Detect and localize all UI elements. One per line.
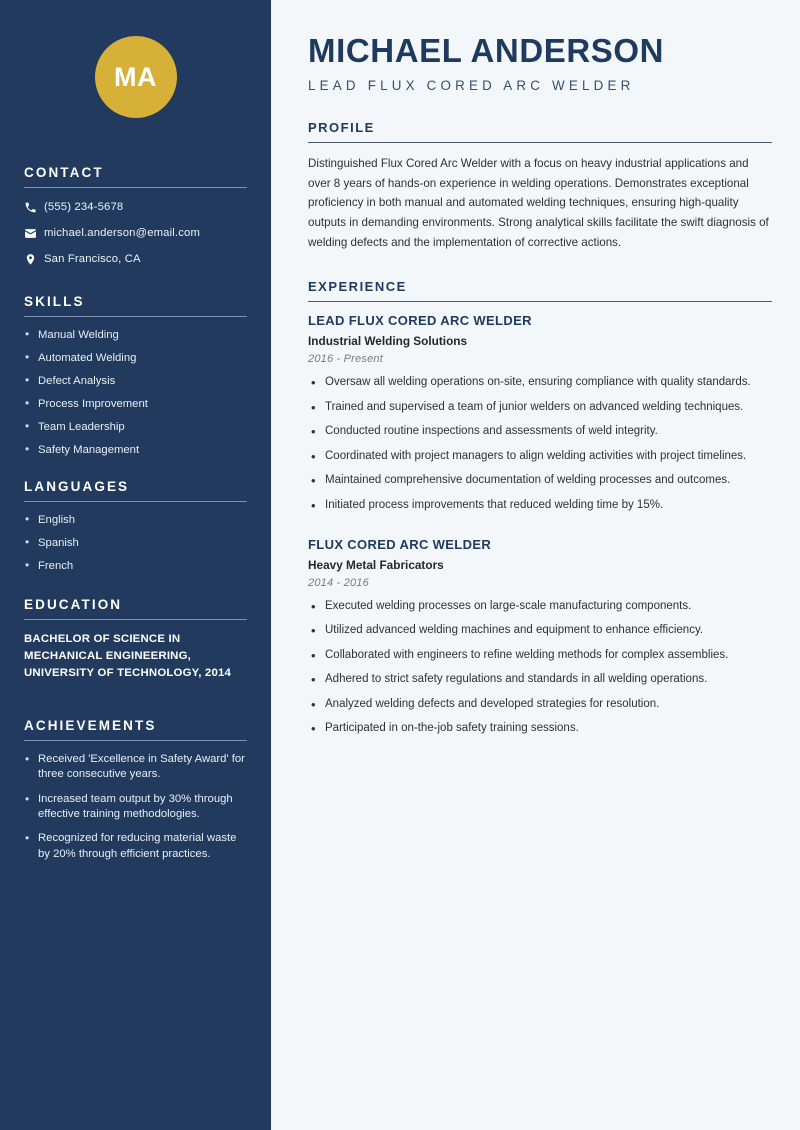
profile-section [308, 120, 772, 252]
skills-section [24, 294, 247, 457]
list-item: • Conducted routine inspections and assessments of weld integrity. [308, 423, 772, 440]
job-dates: 2016 - Present [308, 353, 383, 366]
languages-section [24, 479, 247, 574]
location-pin-icon [24, 253, 44, 266]
list-item: • Oversaw all welding operations on-site, ensuring compliance with quality standards. [308, 374, 772, 391]
list-item: • Executed welding processes on large-scale manufacturing components. [308, 598, 772, 615]
envelope-icon [24, 227, 44, 240]
list-item: • Collaborated with engineers to refine welding methods for complex assemblies. [308, 647, 772, 664]
phone-icon [24, 201, 44, 214]
contact-divider [24, 187, 247, 188]
education-section-title: EDUCATION [24, 597, 123, 613]
list-item: • English [24, 513, 247, 528]
list-item: • Manual Welding [24, 328, 247, 343]
list-item: • Participated in on-the-job safety training sessions. [308, 720, 772, 737]
list-item: • Safety Management [24, 443, 247, 458]
list-item: • Spanish [24, 536, 247, 551]
contact-phone-row[interactable] [24, 199, 247, 215]
education-divider [24, 619, 247, 620]
list-item: • Initiated process improvements that reduced welding time by 15%. [308, 497, 772, 514]
list-item: • Defect Analysis [24, 374, 247, 389]
profile-section-title: PROFILE [308, 120, 375, 136]
achievements-section [24, 718, 247, 862]
job-company: Heavy Metal Fabricators [308, 558, 444, 572]
list-item: • French [24, 559, 247, 574]
achievements-divider [24, 740, 247, 741]
job-title: LEAD FLUX CORED ARC WELDER [308, 313, 532, 329]
avatar-container [24, 0, 247, 118]
contact-email-value: michael.anderson@email.com [44, 226, 201, 239]
job-bullet-list [308, 598, 772, 738]
contact-location-value: San Francisco, CA [44, 252, 141, 265]
education-section [24, 597, 247, 682]
achievements-section-title: ACHIEVEMENTS [24, 717, 157, 733]
job-company: Industrial Welding Solutions [308, 334, 468, 349]
job-dates: 2014 - 2016 [308, 577, 369, 589]
contact-phone-value: (555) 234-5678 [44, 200, 124, 213]
profile-text: Distinguished Flux Cored Arc Welder with a focus on heavy industrial applications and over 8 years of hands-on experience in welding operations. Demonstrates exceptional proficiency in both manual and automated welding techniques, ensuring high-quality outputs in demanding environments. Strong analytical skills facilitate the swift diagnosis of welding defects and the implementation of corrective actions. [308, 157, 769, 249]
skills-section-title: SKILLS [24, 294, 85, 309]
experience-section [308, 279, 772, 738]
list-item: • Increased team output by 30% through effective training methodologies. [24, 792, 247, 823]
profile-divider [308, 142, 772, 143]
experience-section-title: EXPERIENCE [308, 279, 407, 295]
list-item: • Received 'Excellence in Safety Award' for three consecutive years. [24, 752, 247, 783]
list-item: • Process Improvement [24, 397, 247, 412]
page-title: MICHAEL ANDERSON [308, 32, 665, 69]
languages-section-title: LANGUAGES [24, 479, 130, 495]
list-item: • Maintained comprehensive documentation of welding processes and outcomes. [308, 472, 772, 489]
contact-location-row[interactable] [24, 251, 247, 267]
experience-divider [308, 301, 772, 302]
main-content [271, 0, 800, 1130]
languages-divider [24, 501, 247, 502]
job-bullet-list [308, 374, 772, 514]
experience-entry [308, 313, 772, 514]
list-item: • Coordinated with project managers to align welding activities with project timelines. [308, 448, 772, 465]
list-item: • Utilized advanced welding machines and equipment to enhance efficiency. [308, 622, 772, 639]
list-item: • Analyzed welding defects and developed strategies for resolution. [308, 696, 772, 713]
list-item: • Adhered to strict safety regulations and standards in all welding operations. [308, 671, 772, 688]
list-item: • Recognized for reducing material waste by 20% through efficient practices. [24, 831, 247, 862]
list-item: • Trained and supervised a team of junior welders on advanced welding techniques. [308, 399, 772, 416]
skills-list [24, 328, 247, 457]
education-entry: BACHELOR OF SCIENCE IN MECHANICAL ENGINEERING, UNIVERSITY OF TECHNOLOGY, 2014 [24, 633, 232, 679]
list-item: • Automated Welding [24, 351, 247, 366]
skills-divider [24, 316, 247, 317]
list-item: • Team Leadership [24, 420, 247, 435]
achievements-list [24, 752, 247, 862]
job-subtitle: LEAD FLUX CORED ARC WELDER [308, 78, 635, 94]
contact-section [24, 165, 247, 267]
experience-entry [308, 537, 772, 738]
sidebar [0, 0, 271, 1130]
avatar: MA [95, 36, 177, 118]
contact-section-title: CONTACT [24, 165, 104, 180]
contact-email-row[interactable] [24, 225, 247, 241]
job-title: FLUX CORED ARC WELDER [308, 537, 492, 552]
languages-list [24, 513, 247, 574]
